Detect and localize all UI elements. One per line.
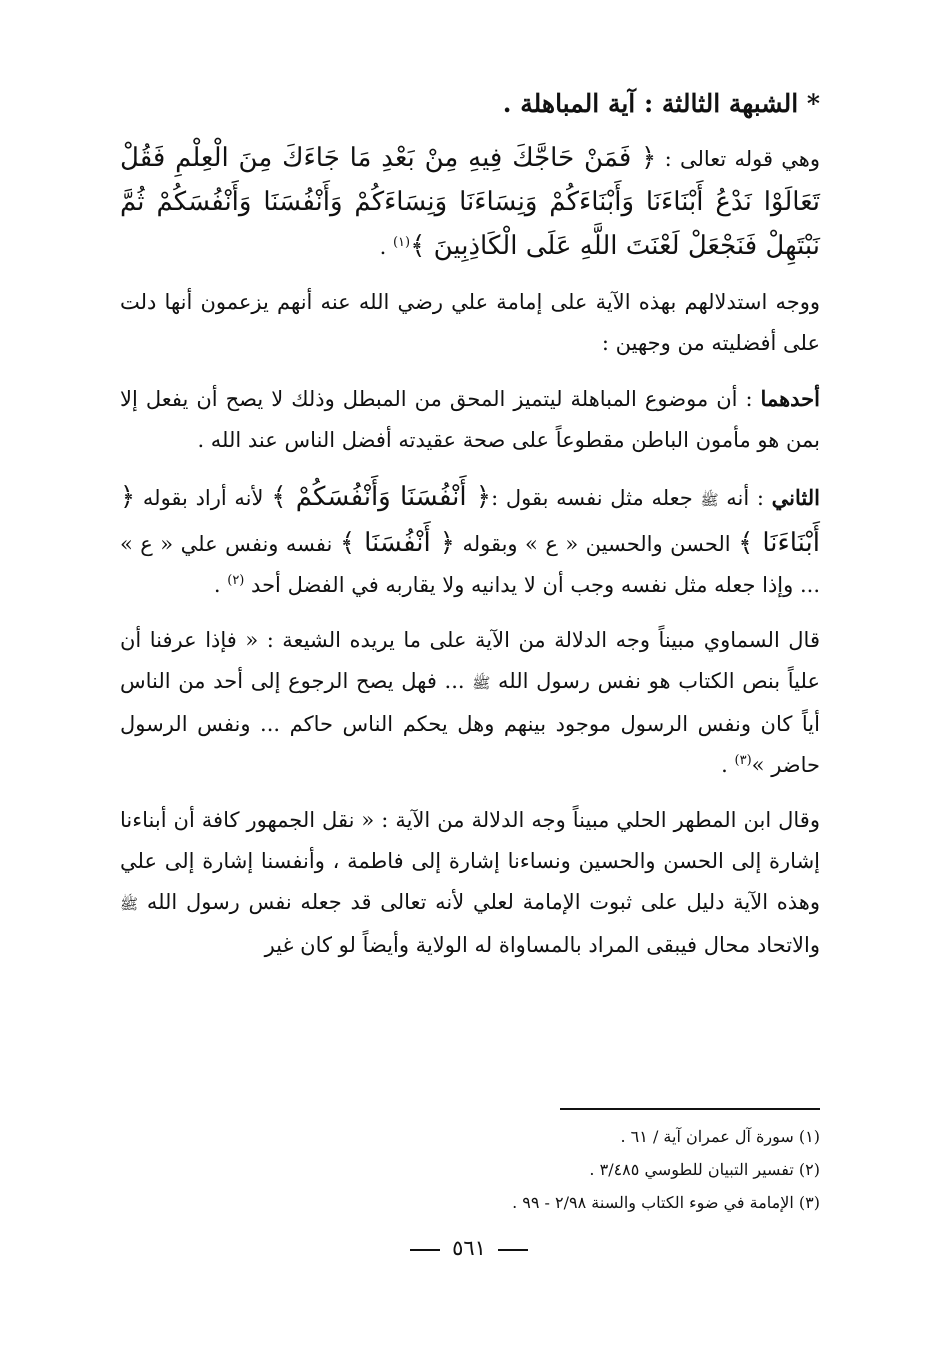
dash-decoration [410,1249,440,1251]
honorific-symbol: ﷺ [700,491,719,509]
footnote-ref-2: (٢) [227,573,245,588]
quran-verse: ﴿ فَمَنْ حَاجَّكَ فِيهِ مِنْ بَعْدِ مَا جَاءَكَ مِنَ الْعِلْمِ فَقُلْ تَعَالَوْا نَدْعُ أَبْنَاءَنَا وَأَبْنَاءَكُمْ وَنِسَاءَنَا وَنِسَاءَكُمْ وَأَنْفُسَنَا وَأَنْفُسَكُمْ ثُمَّ نَبْتَهِلْ فَنَجْعَلْ لَعْنَتَ اللَّهِ عَلَى الْكَاذِبِينَ ﴾ [120,143,820,261]
text-segment: الحسن والحسين « ع » وبقوله [455,532,739,556]
first-aspect-label: أحدهما [760,386,820,411]
text-segment: : أنه [718,486,772,510]
sentence-end: . [721,753,735,777]
page-number: ٥٦١ [452,1236,486,1260]
footnotes [120,1120,820,1219]
footnote-ref-3: (٣) [734,753,752,768]
footnote-1: (١) سورة آل عمران آية / ٦١ . [620,1127,820,1146]
quran-phrase: ﴿ أَنْفُسَنَا وَأَنْفُسَكُمْ ﴾ [271,482,492,512]
text-segment: وقال ابن المطهر الحلي مبيناً وجه الدلالة من الآية : « نقل الجمهور كافة أن أبناءنا إشارة إلى الحسن والحسين ونساءنا إشارة إلى فاطمة ، وأنفسنا إشارة إلى علي وهذه الآية دليل على ثبوت الإمامة لعلي لأنه تعالى قد جعله نفس رسول الله [120,808,820,914]
text-segment: لأنه أراد بقوله [135,486,272,510]
sentence-end: . [213,573,228,597]
paragraph-verse [120,136,820,268]
paragraph-second-aspect [120,475,820,606]
footnote-ref-1: (١) [392,235,411,250]
paragraph-hilli-quote [120,800,820,966]
dash-decoration [498,1249,528,1251]
footnote-3: (٣) الإمامة في ضوء الكتاب والسنة ٢/٩٨ - ٩٩ . [512,1193,820,1212]
paragraph-argument: ووجه استدلالهم بهذه الآية على إمامة علي رضي الله عنه أنهم يزعمون أنها دلت على أفضليته من وجهين : [120,290,820,355]
text-segment: ... فهل يصح الرجوع إلى أحد من الناس أياً كان ونفس الرسول موجود بينهم وهل يحكم الناس حاكم ... ونفس الرسول حاضر » [120,669,820,777]
paragraph-first-aspect [120,378,820,461]
quran-phrase: ﴿ أَنْفُسَنَا ﴾ [339,528,455,558]
first-aspect-text: : أن موضوع المباهلة ليتميز المحق من المبطل وذلك لا يصح أن يفعل إلا بمن هو مأمون الباطن مقطوعاً على صحة عقيدته أفضل الناس عند الله . [120,387,820,452]
sentence-end: . [379,235,393,259]
honorific-symbol: ﷺ [472,674,491,692]
second-aspect-label: الثاني [771,485,820,510]
quran-phrase: ﴿ أَبْنَاءَنَا ﴾ [120,482,820,558]
page-number-block [0,1236,938,1260]
paragraph-samawi-quote [120,620,820,786]
text-segment: نفسه ونفس علي « ع » ... وإذا جعله مثل نفسه وجب أن لا يدانيه ولا يقاربه في الفضل أحد [120,532,820,597]
footnote-2: (٢) تفسير التبيان للطوسي ٣/٤٨٥ . [589,1160,820,1179]
page-body [120,80,820,980]
footnote-separator [560,1108,820,1110]
verse-intro: وهي قوله تعالى : [656,147,820,171]
honorific-symbol: ﷺ [120,895,139,913]
text-segment: قال السماوي مبيناً وجه الدلالة من الآية على ما يريده الشيعة : « فإذا عرفنا أن علياً بنص الكتاب هو نفس رسول الله [120,628,820,693]
text-segment: والاتحاد محال فيبقى المراد بالمساواة له الولاية وأيضاً لو كان غير [264,933,820,957]
text-segment: جعله مثل نفسه بقول : [491,486,701,510]
section-heading: * الشبهة الثالثة : آية المباهلة . [502,89,820,118]
